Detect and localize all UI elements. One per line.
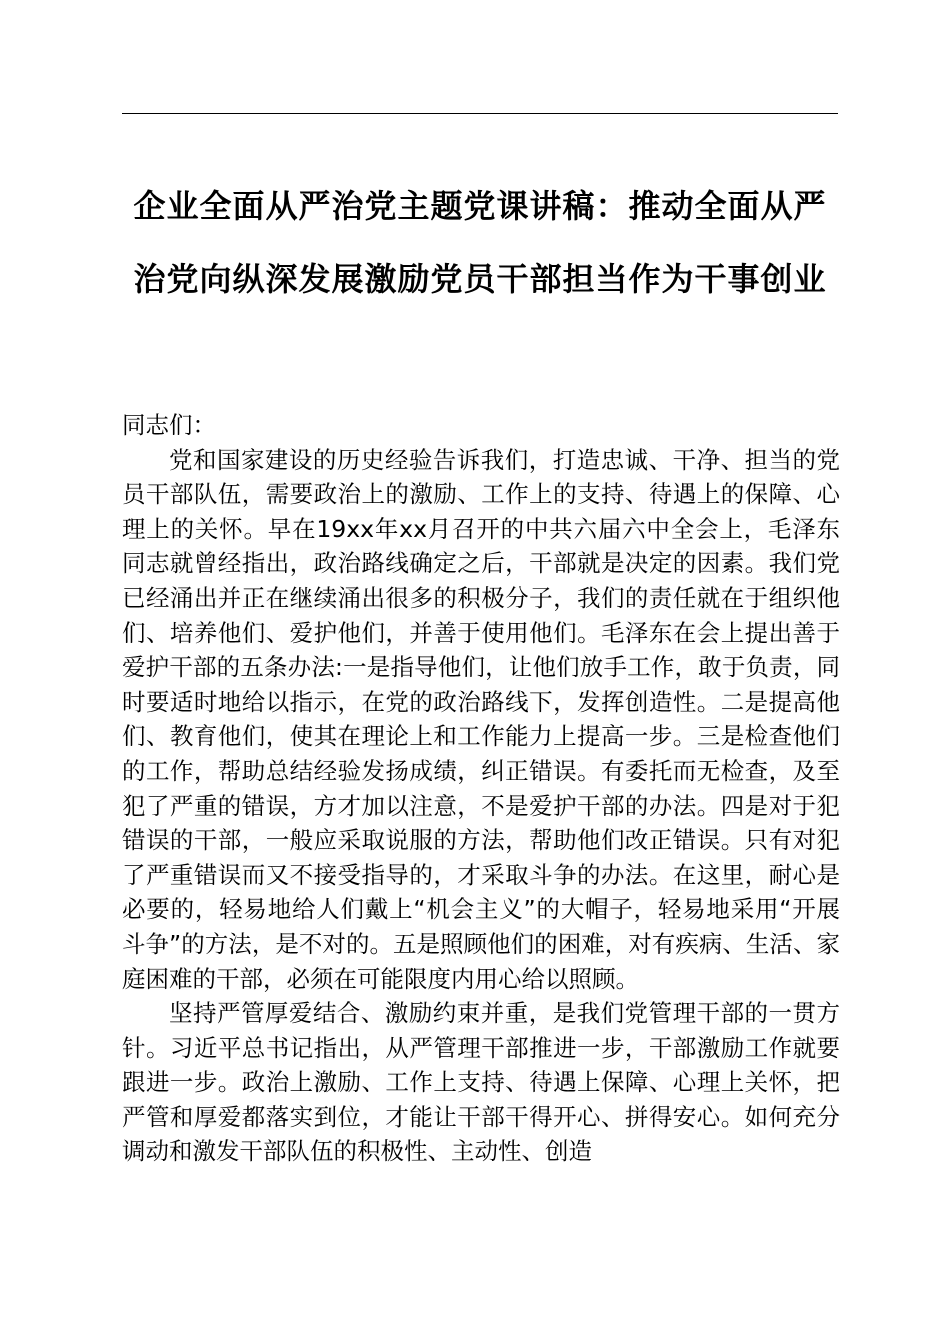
salutation: 同志们： [122, 411, 216, 439]
paragraph-1: 党和国家建设的历史经验告诉我们，打造忠诚、干净、担当的党员干部队伍，需要政治上的激励、工作上的支持、待遇上的保障、心理上的关怀。早在19xx年xx月召开的中共六届六中全会上，毛泽东同志就曾经指出，政治路线确定之后，干部就是决定的因素。我们党已经涌出并正在继续涌出很多的积极分子，我们的责任就在于组织他们、培养他们、爱护他们，并善于使用他们。毛泽东在会上提出善于爱护干部的五条办法:一是指导他们，让他们放手工作，敢于负责，同时要适时地给以指示，在党的政治路线下，发挥创造性。二是提高他们、教育他们，使其在理论上和工作能力上提高一步。三是检查他们的工作，帮助总结经验发扬成绩，纠正错误。有委托而无检查，及至犯了严重的错误，方才加以注意，不是爱护干部的办法。四是对于犯错误的干部，一般应采取说服的方法，帮助他们改正错误。只有对犯了严重错误而又不接受指导的，才采取斗争的办法。在这里，耐心是必要的，轻易地给人们戴上“机会主义”的大帽子，轻易地采用“开展斗争”的方法，是不对的。五是照顾他们的困难，对有疾病、生活、家庭困难的干部，必须在可能限度内用心给以照顾。 [122, 445, 840, 993]
document-body [122, 408, 840, 1169]
document-title: 企业全面从严治党主题党课讲稿：推动全面从严治党向纵深发展激励党员干部担当作为干事创业 [133, 187, 827, 298]
header-rule [122, 113, 838, 114]
paragraph-2: 坚持严管厚爱结合、激励约束并重，是我们党管理干部的一贯方针。习近平总书记指出，从严管理干部推进一步，干部激励工作就要跟进一步。政治上激励、工作上支持、待遇上保障、心理上关怀，把严管和厚爱都落实到位，才能让干部干得开心、拼得安心。如何充分调动和激发干部队伍的积极性、主动性、创造 [122, 999, 840, 1166]
